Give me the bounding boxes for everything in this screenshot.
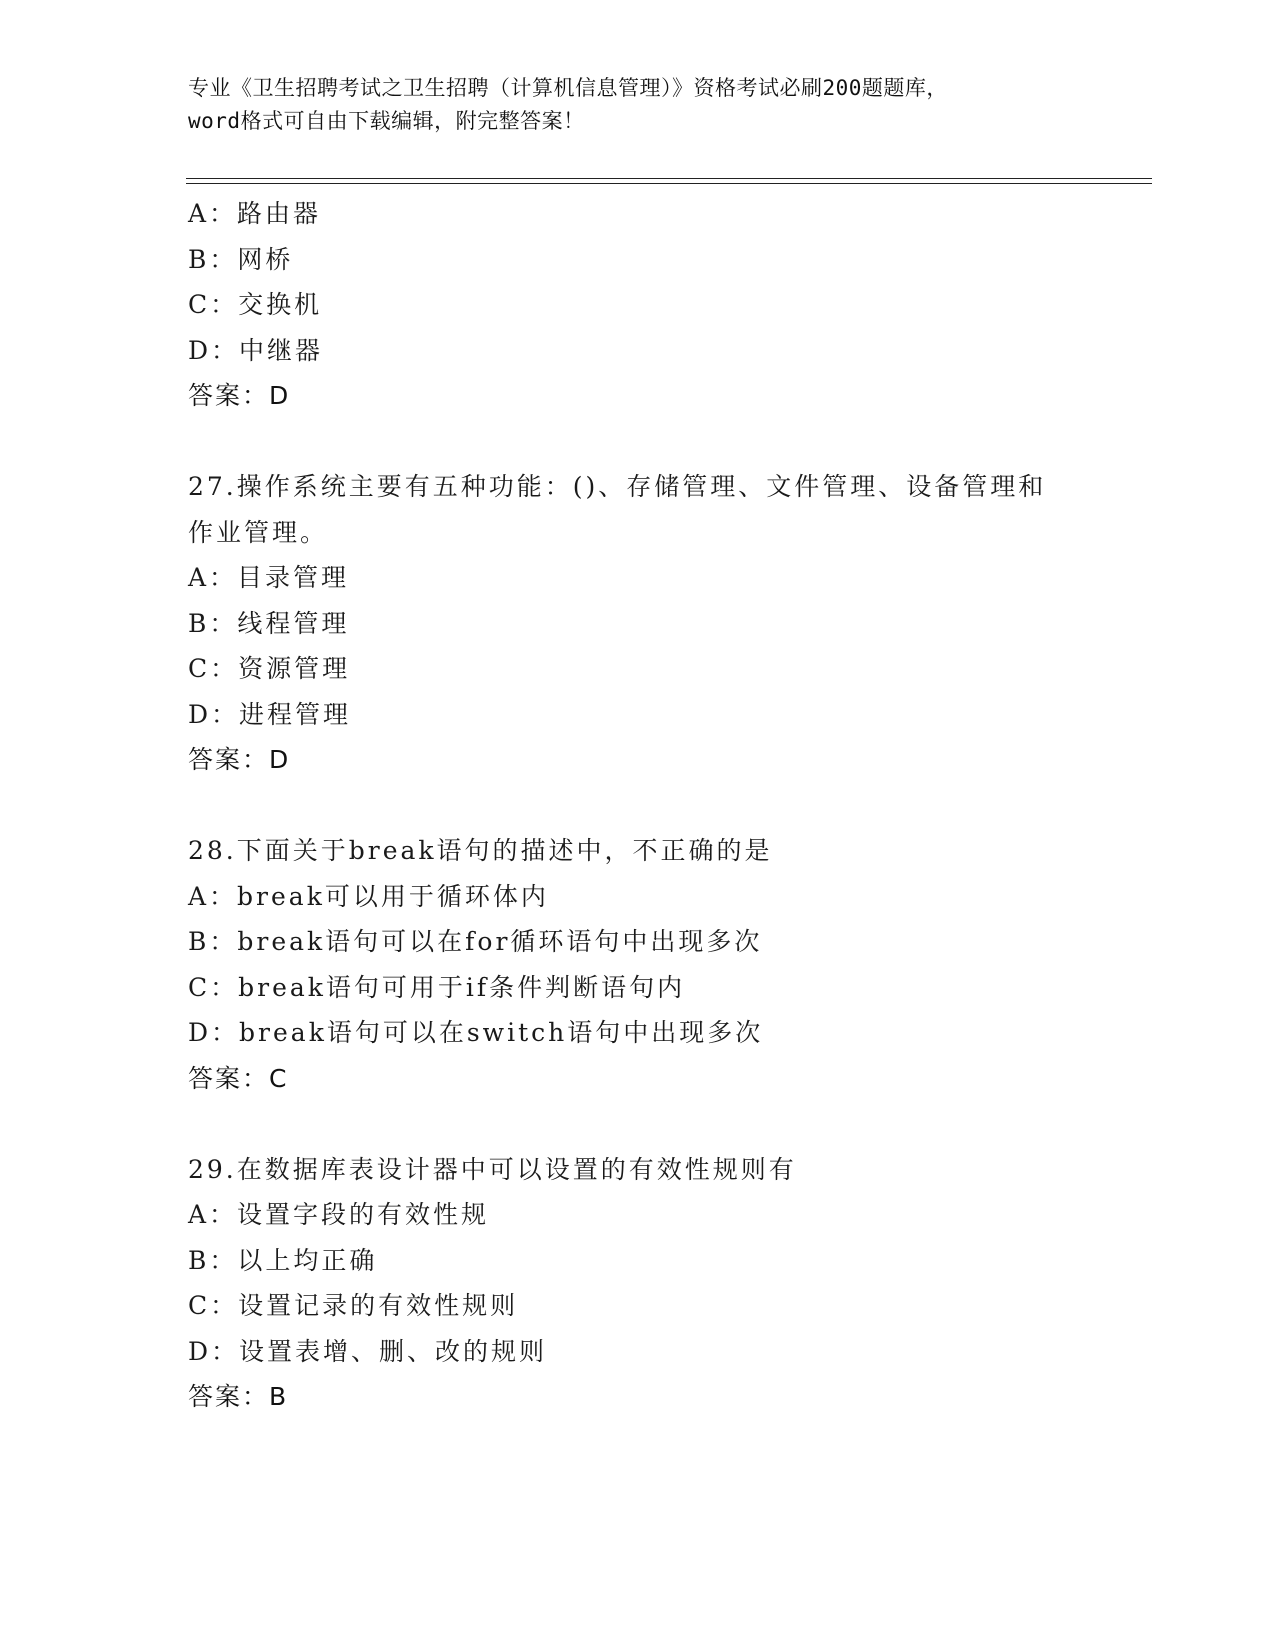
option-c: C：资源管理 xyxy=(188,654,351,683)
question-text-line-2: 作业管理。 xyxy=(188,517,329,547)
question-list xyxy=(188,191,1148,1420)
option-b: B：网桥 xyxy=(188,244,294,274)
option-d: D：break语句可以在switch语句中出现多次 xyxy=(188,1018,764,1047)
option-a: A：路由器 xyxy=(188,199,322,228)
spacer xyxy=(188,419,1148,465)
answer-line: 答案：D xyxy=(188,745,291,774)
header-title-line-1: 专业《卫生招聘考试之卫生招聘（计算机信息管理）》资格考试必刷200题题库， xyxy=(188,76,948,100)
option-d: D：中继器 xyxy=(188,335,324,365)
header-divider-bottom xyxy=(186,183,1152,184)
option-d: D：进程管理 xyxy=(188,699,352,729)
option-c: C：break语句可用于if条件判断语句内 xyxy=(188,972,686,1002)
option-b: B：以上均正确 xyxy=(188,1245,378,1275)
document-header xyxy=(188,72,1088,138)
option-b: B：break语句可以在for循环语句中出现多次 xyxy=(188,927,763,956)
header-title-line-2: word格式可自由下载编辑，附完整答案！ xyxy=(188,109,585,133)
answer-line: 答案：C xyxy=(188,1063,289,1093)
option-b: B：线程管理 xyxy=(188,608,350,638)
header-divider-top xyxy=(186,178,1152,179)
question-text-line-1: 27.操作系统主要有五种功能：()、存储管理、文件管理、设备管理和 xyxy=(188,472,1047,501)
question-text-line-1: 29.在数据库表设计器中可以设置的有效性规则有 xyxy=(188,1154,797,1184)
question-29 xyxy=(188,1147,1148,1420)
question-28 xyxy=(188,828,1148,1101)
option-a: A：设置字段的有效性规 xyxy=(188,1200,490,1229)
question-27 xyxy=(188,464,1148,783)
question-text-line-1: 28.下面关于break语句的描述中，不正确的是 xyxy=(188,836,773,865)
option-a: A：break可以用于循环体内 xyxy=(188,881,549,911)
option-c: C：设置记录的有效性规则 xyxy=(188,1291,519,1320)
spacer xyxy=(188,1101,1148,1147)
option-d: D：设置表增、删、改的规则 xyxy=(188,1336,548,1366)
answer-line: 答案：D xyxy=(188,381,291,410)
spacer xyxy=(188,783,1148,829)
option-c: C：交换机 xyxy=(188,290,323,319)
answer-line: 答案：B xyxy=(188,1382,289,1411)
question-26 xyxy=(188,191,1148,419)
option-a: A：目录管理 xyxy=(188,563,350,592)
